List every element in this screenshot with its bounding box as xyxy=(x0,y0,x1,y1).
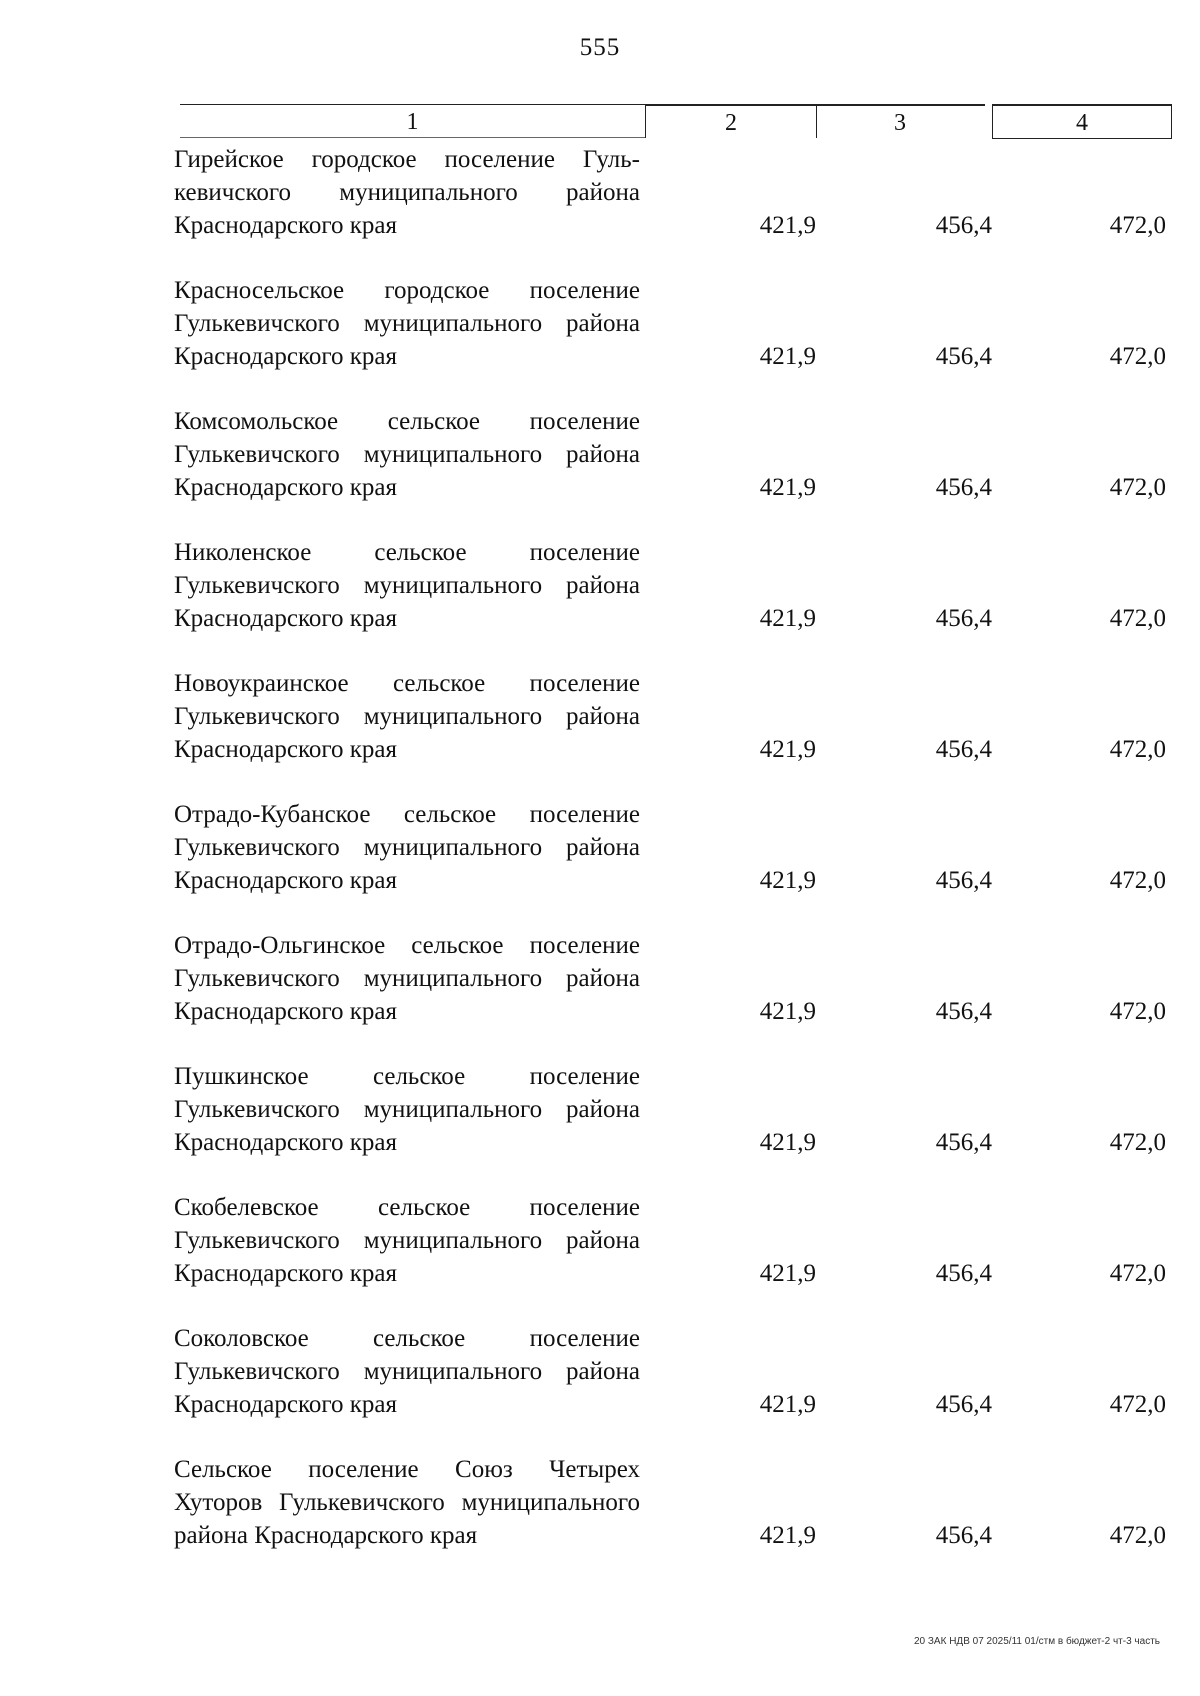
table-row xyxy=(174,405,1170,536)
value-col-3: 456,4 xyxy=(935,998,992,1025)
table-header xyxy=(180,104,1170,138)
value-col-2: 421,9 xyxy=(759,998,816,1025)
table-row xyxy=(174,1453,1170,1584)
settlement-name: Скобелевское сельское поселение Гулькевичского муниципального района Краснодарского края xyxy=(174,1194,640,1287)
value-col-2: 421,9 xyxy=(759,605,816,632)
table-row xyxy=(174,667,1170,798)
settlement-name: Сельское поселение Союз Четырех Хуторов Гулькевичского муниципального района Краснодарского края xyxy=(174,1456,640,1549)
table-row xyxy=(174,536,1170,667)
value-col-3: 456,4 xyxy=(935,212,992,239)
settlement-name: Соколовское сельское поселение Гулькевичского муниципального района Краснодарского края xyxy=(174,1325,640,1418)
value-col-2: 421,9 xyxy=(759,474,816,501)
value-col-4: 472,0 xyxy=(1109,605,1166,632)
value-col-3: 456,4 xyxy=(935,867,992,894)
value-col-2: 421,9 xyxy=(759,1522,816,1549)
footer-file-path: 20 ЗАК НДВ 07 2025/11 01/стм в бюджет-2 чт-3 часть xyxy=(913,1636,1160,1647)
value-col-4: 472,0 xyxy=(1109,1391,1166,1418)
value-col-2: 421,9 xyxy=(759,1260,816,1287)
value-col-2: 421,9 xyxy=(759,212,816,239)
header-col-4: 4 xyxy=(992,104,1172,139)
settlement-name: Отрадо-Ольгинское сельское поселение Гулькевичского муниципального района Краснодарского края xyxy=(174,932,640,1025)
value-col-4: 472,0 xyxy=(1109,998,1166,1025)
value-col-4: 472,0 xyxy=(1109,1260,1166,1287)
value-col-4: 472,0 xyxy=(1109,474,1166,501)
header-col-3: 3 xyxy=(815,104,985,138)
settlement-name: Отрадо-Кубанское сельское поселение Гулькевичского муниципального района Краснодарского края xyxy=(174,801,640,894)
settlements-table xyxy=(174,143,1170,1584)
value-col-4: 472,0 xyxy=(1109,867,1166,894)
table-row xyxy=(174,929,1170,1060)
value-col-2: 421,9 xyxy=(759,1129,816,1156)
table-row xyxy=(174,1191,1170,1322)
value-col-3: 456,4 xyxy=(935,1522,992,1549)
value-col-2: 421,9 xyxy=(759,736,816,763)
value-col-3: 456,4 xyxy=(935,736,992,763)
value-col-2: 421,9 xyxy=(759,867,816,894)
settlement-name: Николенское сельское поселение Гулькевичского муниципального района Краснодарского края xyxy=(174,539,640,632)
value-col-4: 472,0 xyxy=(1109,1129,1166,1156)
value-col-2: 421,9 xyxy=(759,343,816,370)
table-row xyxy=(174,1322,1170,1453)
table-row xyxy=(174,274,1170,405)
header-col-2: 2 xyxy=(645,104,817,138)
settlement-name: Красносельское городское поселение Гулькевичского муниципального района Краснодарского края xyxy=(174,277,640,370)
value-col-3: 456,4 xyxy=(935,1129,992,1156)
value-col-3: 456,4 xyxy=(935,605,992,632)
table-row xyxy=(174,798,1170,929)
value-col-4: 472,0 xyxy=(1109,343,1166,370)
settlement-name: Комсомольское сельское поселение Гулькевичского муниципального района Краснодарского края xyxy=(174,408,640,501)
table-row xyxy=(174,1060,1170,1191)
value-col-3: 456,4 xyxy=(935,1391,992,1418)
settlement-name: Гирейское городское поселение Гулькевичского муниципального района Краснодарского края xyxy=(174,146,640,239)
value-col-3: 456,4 xyxy=(935,1260,992,1287)
table-row xyxy=(174,143,1170,274)
settlement-name: Пушкинское сельское поселение Гулькевичского муниципального района Краснодарского края xyxy=(174,1063,640,1156)
value-col-4: 472,0 xyxy=(1109,212,1166,239)
value-col-4: 472,0 xyxy=(1109,736,1166,763)
header-col-1: 1 xyxy=(180,104,645,138)
value-col-3: 456,4 xyxy=(935,343,992,370)
settlement-name: Новоукраинское сельское поселение Гулькевичского муниципального района Краснодарского края xyxy=(174,670,640,763)
value-col-4: 472,0 xyxy=(1109,1522,1166,1549)
value-col-2: 421,9 xyxy=(759,1391,816,1418)
value-col-3: 456,4 xyxy=(935,474,992,501)
page-number: 555 xyxy=(579,34,621,61)
